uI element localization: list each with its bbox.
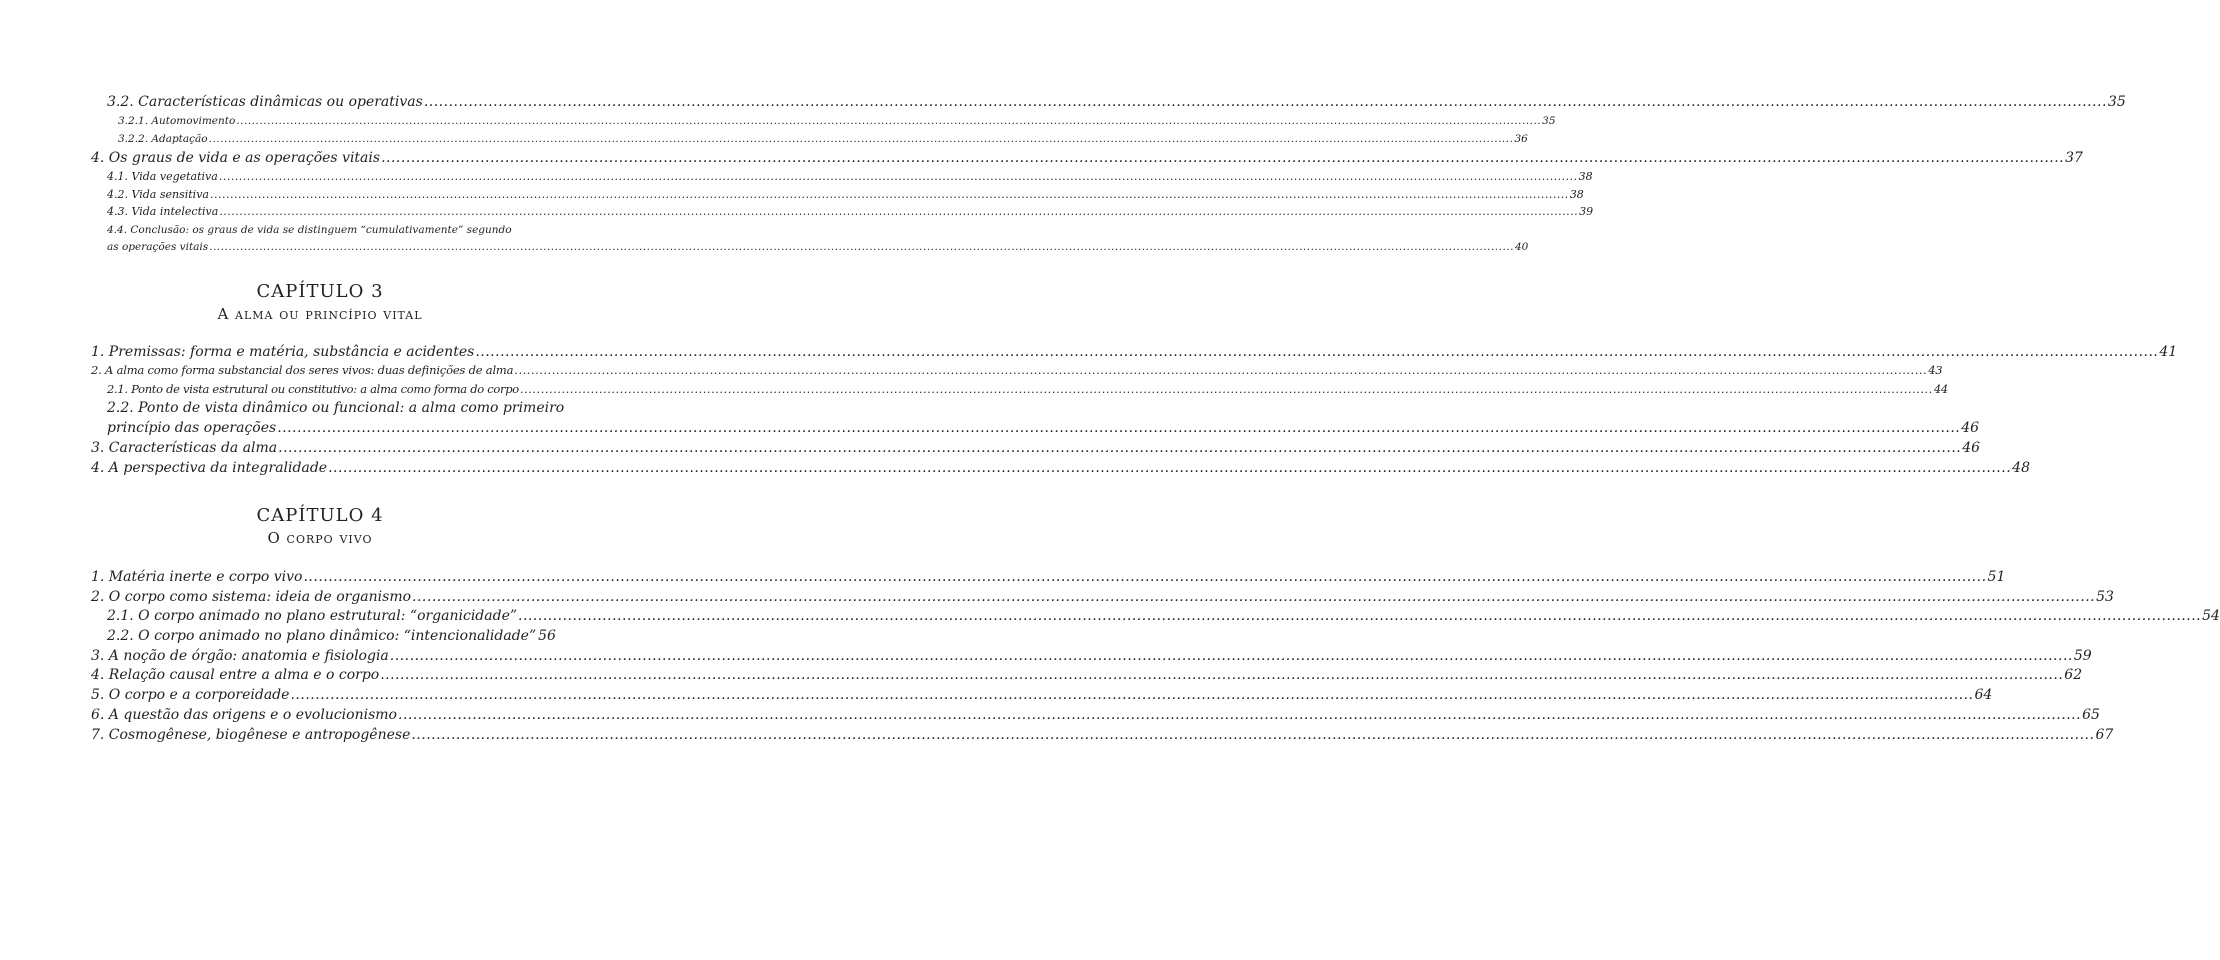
toc-entry-page: 65 bbox=[2082, 707, 2100, 723]
dot-leader bbox=[424, 94, 2107, 110]
dot-leader bbox=[290, 687, 1973, 703]
dot-leader bbox=[381, 150, 2064, 166]
dot-leader bbox=[398, 707, 2081, 723]
toc-entry-page: 36 bbox=[1514, 133, 1528, 145]
toc-entry bbox=[107, 628, 556, 648]
dot-leader bbox=[236, 115, 1541, 127]
dot-leader bbox=[518, 608, 2201, 624]
toc-entry bbox=[91, 667, 2083, 687]
toc-entry-page: 56 bbox=[538, 628, 556, 644]
dot-leader bbox=[380, 667, 2063, 683]
toc-entry bbox=[91, 150, 2083, 170]
toc-entry-title: 7. Cosmogênese, biogênese e antropogênese bbox=[91, 727, 411, 743]
toc-entry-title: 3. A noção de órgão: anatomia e fisiologia bbox=[91, 648, 389, 664]
toc-entry-page: 40 bbox=[1515, 241, 1529, 253]
toc-entry-title: 4.3. Vida intelectiva bbox=[107, 205, 219, 218]
toc-entry-title: 3.2.1. Automovimento bbox=[118, 115, 236, 127]
toc-entry bbox=[107, 170, 1593, 190]
toc-entry-page: 46 bbox=[1961, 420, 1980, 436]
toc-entry-title: 6. A questão das origens e o evolucionismo bbox=[91, 707, 397, 723]
toc-entry-page: 37 bbox=[2065, 150, 2083, 166]
toc-entry bbox=[91, 589, 2114, 609]
toc-entry-title: 4. A perspectiva da integralidade bbox=[91, 460, 328, 476]
dot-leader bbox=[520, 382, 1933, 396]
toc-entry-page: 39 bbox=[1579, 205, 1594, 218]
dot-leader bbox=[303, 569, 1986, 585]
dot-leader bbox=[475, 344, 2158, 360]
toc-entry-page: 35 bbox=[1542, 115, 1556, 127]
toc-entry-title: as operações vitais bbox=[107, 241, 209, 253]
toc-entry-title-line1: 4.4. Conclusão: os graus de vida se distinguem “cumulativamente” segundo bbox=[107, 224, 512, 236]
toc-entry bbox=[107, 382, 1948, 402]
toc-entry-page: 35 bbox=[2107, 94, 2126, 110]
toc-entry-page: 53 bbox=[2096, 589, 2114, 605]
toc-entry bbox=[107, 205, 1594, 225]
toc-entry-page: 48 bbox=[2012, 460, 2030, 476]
toc-entry bbox=[107, 420, 1980, 440]
toc-entry bbox=[91, 727, 2114, 747]
dot-leader bbox=[219, 170, 1578, 183]
toc-entry bbox=[91, 344, 2178, 364]
toc-entry-page: 43 bbox=[1928, 363, 1943, 377]
dot-leader bbox=[277, 420, 1960, 436]
toc-entry-title: 2.2. O corpo animado no plano dinâmico: “intencionalidade” bbox=[107, 628, 537, 644]
toc-entry-title: 3.2. Características dinâmicas ou operativas bbox=[107, 94, 423, 110]
toc-entry-title: 4.2. Vida sensitiva bbox=[107, 188, 209, 201]
toc-entry-title: 4. Os graus de vida e as operações vitais bbox=[91, 150, 381, 166]
toc-entry-page: 41 bbox=[2159, 344, 2178, 360]
toc-entry-title: 2.1. Ponto de vista estrutural ou constitutivo: a alma como forma do corpo bbox=[107, 382, 519, 396]
dot-leader bbox=[390, 648, 2073, 664]
dot-leader bbox=[328, 460, 2011, 476]
toc-entry-title-line1: 2.2. Ponto de vista dinâmico ou funcional: a alma como primeiro bbox=[107, 400, 565, 416]
toc-entry-page: 38 bbox=[1578, 170, 1593, 183]
toc-entry-title: 2.1. O corpo animado no plano estrutural: “organicidade” bbox=[107, 608, 518, 624]
toc-entry bbox=[91, 569, 2006, 589]
toc-entry bbox=[107, 94, 2126, 114]
toc-entry-page: 67 bbox=[2095, 727, 2114, 743]
toc-entry-title: 2. O corpo como sistema: ideia de organismo bbox=[91, 589, 412, 605]
toc-entry-page: 64 bbox=[1974, 687, 1993, 703]
dot-leader bbox=[210, 188, 1569, 201]
toc-entry bbox=[91, 363, 1943, 383]
toc-entry bbox=[91, 687, 1993, 707]
chapter-subtitle: O corpo vivo bbox=[267, 529, 373, 547]
toc-entry bbox=[107, 608, 2220, 628]
toc-entry bbox=[118, 115, 1556, 135]
toc-entry bbox=[91, 648, 2092, 668]
chapter-heading: CAPÍTULO 3 bbox=[256, 281, 384, 302]
toc-entry bbox=[91, 707, 2100, 727]
toc-entry-title: 1. Premissas: forma e matéria, substância e acidentes bbox=[91, 344, 475, 360]
dot-leader bbox=[209, 241, 1514, 253]
toc-entry-title: 4. Relação causal entre a alma e o corpo bbox=[91, 667, 380, 683]
dot-leader bbox=[514, 363, 1927, 377]
toc-entry-title: 4.1. Vida vegetativa bbox=[107, 170, 218, 183]
toc-entry-page: 59 bbox=[2073, 648, 2092, 664]
toc-entry-page: 51 bbox=[1987, 569, 2006, 585]
chapter-subtitle: A alma ou princípio vital bbox=[217, 305, 423, 323]
toc-entry-page: 44 bbox=[1933, 382, 1948, 396]
toc-entry-title: 1. Matéria inerte e corpo vivo bbox=[91, 569, 303, 585]
dot-leader bbox=[411, 727, 2094, 743]
toc-entry-page: 46 bbox=[1962, 440, 1981, 456]
dot-leader bbox=[412, 589, 2095, 605]
toc-entry-page: 54 bbox=[2202, 608, 2220, 624]
toc-entry bbox=[107, 241, 1529, 261]
toc-entry bbox=[91, 460, 2030, 480]
toc-entry-page: 38 bbox=[1569, 188, 1584, 201]
toc-entry bbox=[91, 440, 1981, 460]
toc-entry-page: 62 bbox=[2064, 667, 2083, 683]
toc-entry-title: 3.2.2. Adaptação bbox=[118, 133, 208, 145]
dot-leader bbox=[278, 440, 1961, 456]
toc-entry-title: 2. A alma como forma substancial dos seres vivos: duas definições de alma bbox=[91, 363, 514, 377]
chapter-heading: CAPÍTULO 4 bbox=[256, 505, 384, 526]
toc-entry-title: princípio das operações bbox=[107, 420, 277, 436]
dot-leader bbox=[219, 205, 1578, 218]
toc-entry-title: 3. Características da alma bbox=[91, 440, 278, 456]
dot-leader bbox=[209, 133, 1514, 145]
toc-entry-title: 5. O corpo e a corporeidade bbox=[91, 687, 290, 703]
